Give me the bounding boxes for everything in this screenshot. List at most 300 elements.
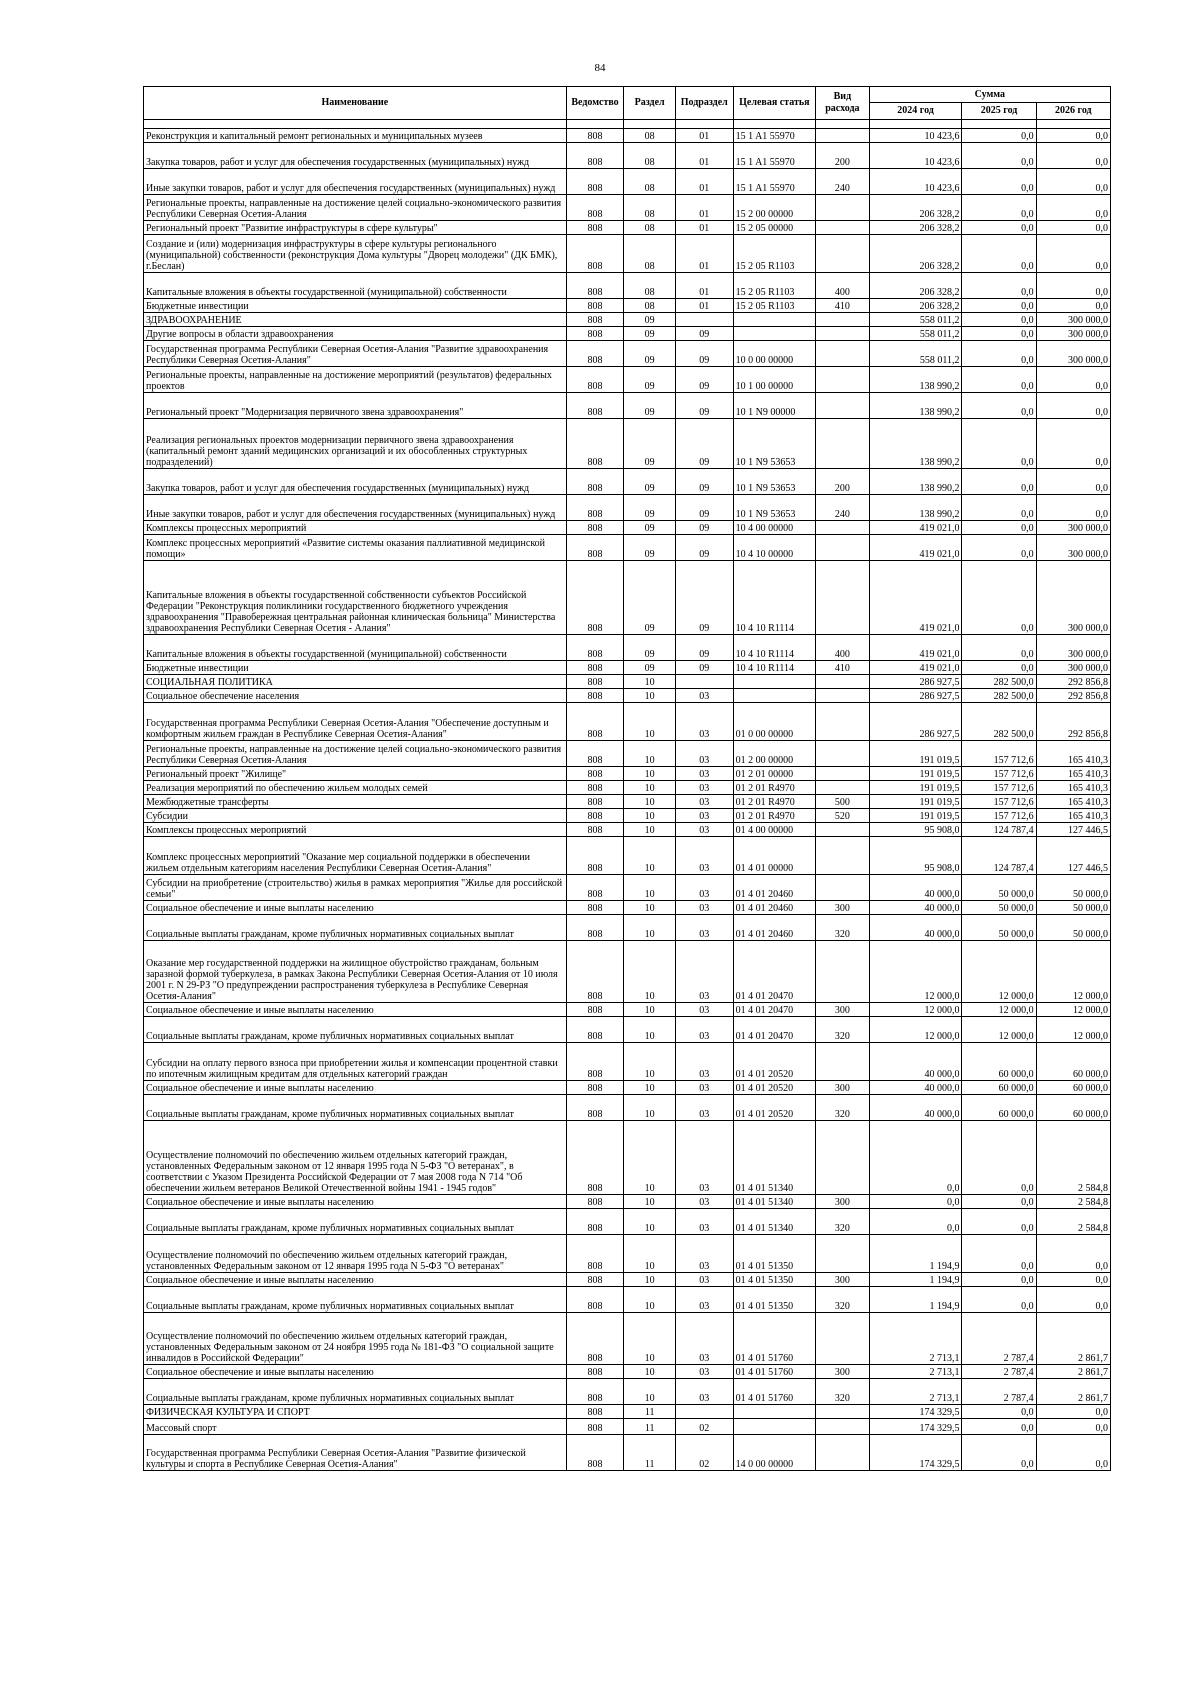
cell-expense-type: 320 xyxy=(816,1017,870,1043)
cell-sum-2025: 2 787,4 xyxy=(962,1379,1036,1405)
cell-section: 10 xyxy=(624,767,676,781)
cell-subsection: 03 xyxy=(675,1095,733,1121)
cell-sum-2024: 2 713,1 xyxy=(869,1365,962,1379)
cell-sum-2025: 0,0 xyxy=(962,1195,1036,1209)
cell-subsection: 02 xyxy=(675,1435,733,1471)
cell-target-article xyxy=(733,313,815,327)
cell-sum-2024: 419 021,0 xyxy=(869,561,962,635)
cell-sum-2025: 124 787,4 xyxy=(962,823,1036,837)
cell-sum-2026: 127 446,5 xyxy=(1036,837,1110,875)
cell-section: 08 xyxy=(624,221,676,235)
cell-sum-2026: 50 000,0 xyxy=(1036,875,1110,901)
cell-expense-type: 300 xyxy=(816,1195,870,1209)
cell-expense-type xyxy=(816,941,870,1003)
cell-expense-type: 320 xyxy=(816,915,870,941)
cell-target-article: 15 1 A1 55970 xyxy=(733,143,815,169)
table-row xyxy=(144,875,1111,901)
cell-expense-type xyxy=(816,1121,870,1195)
cell-sum-2026: 0,0 xyxy=(1036,235,1110,273)
table-row xyxy=(144,1419,1111,1435)
table-row xyxy=(144,837,1111,875)
cell-sum-2024: 12 000,0 xyxy=(869,1003,962,1017)
cell-target-article: 01 4 01 20460 xyxy=(733,875,815,901)
cell-sum-2025: 60 000,0 xyxy=(962,1043,1036,1081)
cell-section: 11 xyxy=(624,1405,676,1419)
cell-section: 09 xyxy=(624,419,676,469)
cell-section: 08 xyxy=(624,195,676,221)
cell-sum-2024: 40 000,0 xyxy=(869,901,962,915)
cell-section: 10 xyxy=(624,1313,676,1365)
cell-sum-2025: 157 712,6 xyxy=(962,741,1036,767)
cell-sum-2025: 0,0 xyxy=(962,129,1036,143)
cell-name: Реализация мероприятий по обеспечению жильем молодых семей xyxy=(144,781,567,795)
cell-sum-2026: 300 000,0 xyxy=(1036,341,1110,367)
cell-sum-2025: 0,0 xyxy=(962,469,1036,495)
cell-name: Социальное обеспечение и иные выплаты населению xyxy=(144,1081,567,1095)
cell-department: 808 xyxy=(566,941,624,1003)
cell-sum-2025: 282 500,0 xyxy=(962,675,1036,689)
cell-expense-type: 410 xyxy=(816,299,870,313)
cell-sum-2025: 2 787,4 xyxy=(962,1365,1036,1379)
cell-sum-2024: 10 423,6 xyxy=(869,143,962,169)
cell-name: Субсидии xyxy=(144,809,567,823)
cell-section: 09 xyxy=(624,561,676,635)
cell-sum-2026: 2 584,8 xyxy=(1036,1209,1110,1235)
cell-department: 808 xyxy=(566,1379,624,1405)
cell-expense-type: 320 xyxy=(816,1095,870,1121)
cell-section: 10 xyxy=(624,795,676,809)
cell-section: 08 xyxy=(624,299,676,313)
cell-subsection: 03 xyxy=(675,689,733,703)
cell-sum-2026: 0,0 xyxy=(1036,469,1110,495)
cell-sum-2025: 2 787,4 xyxy=(962,1313,1036,1365)
cell-section: 09 xyxy=(624,367,676,393)
cell-sum-2025: 12 000,0 xyxy=(962,941,1036,1003)
cell-name: Межбюджетные трансферты xyxy=(144,795,567,809)
cell-sum-2024: 286 927,5 xyxy=(869,689,962,703)
cell-section: 09 xyxy=(624,535,676,561)
cell-expense-type: 410 xyxy=(816,661,870,675)
cell-sum-2026: 165 410,3 xyxy=(1036,767,1110,781)
cell-name: Комплекс процессных мероприятий «Развитие системы оказания паллиативной медицинской помощи» xyxy=(144,535,567,561)
cell-section: 11 xyxy=(624,1435,676,1471)
cell-target-article: 01 4 01 00000 xyxy=(733,837,815,875)
cell-subsection: 09 xyxy=(675,661,733,675)
cell-sum-2024: 40 000,0 xyxy=(869,875,962,901)
cell-sum-2025: 0,0 xyxy=(962,169,1036,195)
cell-name: Социальное обеспечение и иные выплаты населению xyxy=(144,901,567,915)
cell-department: 808 xyxy=(566,169,624,195)
cell-target-article: 01 2 01 R4970 xyxy=(733,781,815,795)
table-row xyxy=(144,1435,1111,1471)
cell-sum-2024: 2 713,1 xyxy=(869,1313,962,1365)
cell-expense-type: 240 xyxy=(816,495,870,521)
cell-expense-type: 400 xyxy=(816,273,870,299)
cell-name: Региональные проекты, направленные на достижение целей социально-экономического развития Республики Северная Осетия-Алания xyxy=(144,195,567,221)
cell-expense-type: 300 xyxy=(816,1081,870,1095)
cell-department: 808 xyxy=(566,393,624,419)
table-row xyxy=(144,235,1111,273)
cell-sum-2026: 127 446,5 xyxy=(1036,823,1110,837)
cell-department: 808 xyxy=(566,837,624,875)
cell-target-article: 10 4 10 R1114 xyxy=(733,635,815,661)
cell-name: Капитальные вложения в объекты государственной (муниципальной) собственности xyxy=(144,273,567,299)
cell-subsection: 03 xyxy=(675,1313,733,1365)
cell-name: Социальное обеспечение населения xyxy=(144,689,567,703)
cell-department: 808 xyxy=(566,143,624,169)
cell-sum-2026: 2 861,7 xyxy=(1036,1313,1110,1365)
cell-name: Региональный проект "Жилище" xyxy=(144,767,567,781)
header-expense-type: Вид расхода xyxy=(816,87,870,120)
cell-expense-type: 300 xyxy=(816,1003,870,1017)
cell-name: СОЦИАЛЬНАЯ ПОЛИТИКА xyxy=(144,675,567,689)
cell-sum-2024: 40 000,0 xyxy=(869,1081,962,1095)
cell-sum-2026: 50 000,0 xyxy=(1036,901,1110,915)
cell-sum-2026: 165 410,3 xyxy=(1036,741,1110,767)
cell-sum-2026: 0,0 xyxy=(1036,495,1110,521)
cell-subsection: 03 xyxy=(675,875,733,901)
cell-name: Региональный проект "Развитие инфраструктуры в сфере культуры" xyxy=(144,221,567,235)
cell-department: 808 xyxy=(566,1081,624,1095)
cell-sum-2024: 40 000,0 xyxy=(869,1095,962,1121)
cell-sum-2024: 191 019,5 xyxy=(869,767,962,781)
cell-sum-2026: 12 000,0 xyxy=(1036,1003,1110,1017)
cell-expense-type: 300 xyxy=(816,1365,870,1379)
cell-sum-2024: 10 423,6 xyxy=(869,129,962,143)
cell-department: 808 xyxy=(566,1043,624,1081)
cell-expense-type xyxy=(816,1435,870,1471)
cell-target-article: 01 4 01 20520 xyxy=(733,1081,815,1095)
cell-sum-2026: 165 410,3 xyxy=(1036,795,1110,809)
cell-sum-2026: 0,0 xyxy=(1036,129,1110,143)
cell-name: Государственная программа Республики Северная Осетия-Алания "Развитие физической культуры и спорта в Республике Северная Осетия-Алания" xyxy=(144,1435,567,1471)
cell-department: 808 xyxy=(566,809,624,823)
cell-section: 08 xyxy=(624,143,676,169)
cell-subsection: 03 xyxy=(675,837,733,875)
cell-section: 08 xyxy=(624,235,676,273)
cell-section: 10 xyxy=(624,1235,676,1273)
cell-section: 10 xyxy=(624,809,676,823)
table-row xyxy=(144,941,1111,1003)
cell-sum-2026: 2 584,8 xyxy=(1036,1121,1110,1195)
cell-sum-2025: 0,0 xyxy=(962,419,1036,469)
table-row xyxy=(144,1121,1111,1195)
cell-expense-type: 200 xyxy=(816,143,870,169)
cell-section: 10 xyxy=(624,1121,676,1195)
cell-target-article xyxy=(733,327,815,341)
cell-subsection: 01 xyxy=(675,195,733,221)
cell-target-article: 15 2 05 R1103 xyxy=(733,235,815,273)
cell-sum-2024: 206 328,2 xyxy=(869,235,962,273)
cell-department: 808 xyxy=(566,1017,624,1043)
cell-sum-2024: 10 423,6 xyxy=(869,169,962,195)
cell-name: Социальное обеспечение и иные выплаты населению xyxy=(144,1195,567,1209)
table-row xyxy=(144,313,1111,327)
cell-department: 808 xyxy=(566,469,624,495)
table-row xyxy=(144,327,1111,341)
cell-sum-2026: 292 856,8 xyxy=(1036,703,1110,741)
page-number: 84 xyxy=(594,62,606,74)
cell-sum-2025: 0,0 xyxy=(962,1209,1036,1235)
table-row xyxy=(144,1003,1111,1017)
cell-subsection: 01 xyxy=(675,143,733,169)
cell-name: Социальное обеспечение и иные выплаты населению xyxy=(144,1365,567,1379)
cell-expense-type xyxy=(816,535,870,561)
cell-name: Субсидии на приобретение (строительство) жилья в рамках мероприятия "Жилье для российской семьи" xyxy=(144,875,567,901)
cell-target-article: 15 2 00 00000 xyxy=(733,195,815,221)
cell-subsection: 09 xyxy=(675,469,733,495)
cell-sum-2024: 12 000,0 xyxy=(869,941,962,1003)
cell-target-article: 01 4 01 51350 xyxy=(733,1273,815,1287)
cell-name: Региональные проекты, направленные на достижение мероприятий (результатов) федеральных проектов xyxy=(144,367,567,393)
cell-subsection: 03 xyxy=(675,767,733,781)
cell-expense-type xyxy=(816,195,870,221)
cell-section: 10 xyxy=(624,741,676,767)
cell-name: ЗДРАВООХРАНЕНИЕ xyxy=(144,313,567,327)
cell-sum-2025: 0,0 xyxy=(962,1121,1036,1195)
cell-section: 10 xyxy=(624,1043,676,1081)
header-year-2024: 2024 год xyxy=(869,103,962,120)
cell-expense-type xyxy=(816,767,870,781)
cell-sum-2024: 0,0 xyxy=(869,1195,962,1209)
cell-subsection: 03 xyxy=(675,1235,733,1273)
cell-sum-2025: 0,0 xyxy=(962,635,1036,661)
header-target-article: Целевая статья xyxy=(733,87,815,120)
cell-sum-2024: 40 000,0 xyxy=(869,1043,962,1081)
cell-expense-type xyxy=(816,367,870,393)
cell-expense-type xyxy=(816,1313,870,1365)
cell-sum-2024: 206 328,2 xyxy=(869,273,962,299)
table-row xyxy=(144,495,1111,521)
cell-target-article: 01 2 01 R4970 xyxy=(733,795,815,809)
cell-subsection: 03 xyxy=(675,1209,733,1235)
cell-target-article: 01 4 01 51760 xyxy=(733,1313,815,1365)
header-year-2025: 2025 год xyxy=(962,103,1036,120)
cell-department: 808 xyxy=(566,675,624,689)
cell-section: 09 xyxy=(624,495,676,521)
table-row xyxy=(144,809,1111,823)
cell-expense-type xyxy=(816,837,870,875)
cell-department: 808 xyxy=(566,901,624,915)
cell-subsection: 03 xyxy=(675,1003,733,1017)
table-row xyxy=(144,1235,1111,1273)
cell-subsection xyxy=(675,675,733,689)
cell-expense-type: 300 xyxy=(816,901,870,915)
cell-name: Реконструкция и капитальный ремонт региональных и муниципальных музеев xyxy=(144,129,567,143)
cell-target-article: 01 4 01 51350 xyxy=(733,1287,815,1313)
cell-department: 808 xyxy=(566,1405,624,1419)
cell-subsection: 09 xyxy=(675,495,733,521)
cell-subsection: 01 xyxy=(675,235,733,273)
cell-sum-2026: 300 000,0 xyxy=(1036,521,1110,535)
cell-sum-2024: 1 194,9 xyxy=(869,1273,962,1287)
cell-sum-2025: 0,0 xyxy=(962,299,1036,313)
cell-subsection: 09 xyxy=(675,327,733,341)
cell-name: Иные закупки товаров, работ и услуг для обеспечения государственных (муниципальных) нужд xyxy=(144,169,567,195)
cell-name: Капитальные вложения в объекты государственной собственности субъектов Российской Федерации "Реконструкция поликлиники государственного бюджетного учреждения здравоохранения "Правобережная центральная районная клиническая больница" Министерства здравоохранения Республики Северная Осетия - Алания" xyxy=(144,561,567,635)
cell-department: 808 xyxy=(566,299,624,313)
cell-section: 10 xyxy=(624,703,676,741)
table-body xyxy=(144,120,1111,1471)
cell-sum-2026: 50 000,0 xyxy=(1036,915,1110,941)
cell-name: Бюджетные инвестиции xyxy=(144,661,567,675)
cell-subsection: 03 xyxy=(675,1081,733,1095)
cell-subsection: 01 xyxy=(675,299,733,313)
cell-section: 09 xyxy=(624,635,676,661)
cell-department: 808 xyxy=(566,875,624,901)
cell-department: 808 xyxy=(566,703,624,741)
cell-expense-type xyxy=(816,393,870,419)
cell-sum-2026: 12 000,0 xyxy=(1036,1017,1110,1043)
cell-target-article: 10 1 00 00000 xyxy=(733,367,815,393)
cell-expense-type xyxy=(816,875,870,901)
cell-sum-2026: 60 000,0 xyxy=(1036,1095,1110,1121)
cell-department: 808 xyxy=(566,915,624,941)
cell-subsection: 03 xyxy=(675,901,733,915)
cell-target-article: 01 4 01 20460 xyxy=(733,901,815,915)
cell-subsection xyxy=(675,313,733,327)
cell-department: 808 xyxy=(566,823,624,837)
table-row xyxy=(144,299,1111,313)
cell-target-article xyxy=(733,689,815,703)
table-row xyxy=(144,1017,1111,1043)
table-row xyxy=(144,393,1111,419)
cell-target-article: 01 4 01 51340 xyxy=(733,1121,815,1195)
cell-expense-type xyxy=(816,741,870,767)
cell-sum-2024: 95 908,0 xyxy=(869,837,962,875)
cell-expense-type: 240 xyxy=(816,169,870,195)
cell-target-article: 01 4 01 20520 xyxy=(733,1095,815,1121)
cell-department: 808 xyxy=(566,1195,624,1209)
cell-target-article: 10 4 00 00000 xyxy=(733,521,815,535)
cell-subsection: 03 xyxy=(675,1195,733,1209)
table-row xyxy=(144,221,1111,235)
cell-section: 10 xyxy=(624,837,676,875)
cell-expense-type: 200 xyxy=(816,469,870,495)
cell-sum-2025: 157 712,6 xyxy=(962,809,1036,823)
cell-subsection: 01 xyxy=(675,169,733,195)
cell-name: ФИЗИЧЕСКАЯ КУЛЬТУРА И СПОРТ xyxy=(144,1405,567,1419)
table-row xyxy=(144,661,1111,675)
cell-target-article: 01 4 01 20520 xyxy=(733,1043,815,1081)
cell-department: 808 xyxy=(566,1287,624,1313)
cell-sum-2026: 0,0 xyxy=(1036,1235,1110,1273)
cell-sum-2025: 157 712,6 xyxy=(962,795,1036,809)
cell-department: 808 xyxy=(566,313,624,327)
cell-sum-2024: 40 000,0 xyxy=(869,915,962,941)
cell-sum-2024: 138 990,2 xyxy=(869,367,962,393)
table-row xyxy=(144,823,1111,837)
table-row xyxy=(144,795,1111,809)
cell-subsection: 01 xyxy=(675,273,733,299)
cell-sum-2024: 558 011,2 xyxy=(869,341,962,367)
cell-sum-2025: 0,0 xyxy=(962,521,1036,535)
cell-sum-2025: 50 000,0 xyxy=(962,875,1036,901)
table-row xyxy=(144,635,1111,661)
spacer-row xyxy=(144,120,1111,129)
table-row xyxy=(144,129,1111,143)
table-row xyxy=(144,675,1111,689)
cell-target-article: 01 2 01 00000 xyxy=(733,767,815,781)
cell-sum-2025: 0,0 xyxy=(962,221,1036,235)
cell-section: 09 xyxy=(624,341,676,367)
cell-department: 808 xyxy=(566,1209,624,1235)
table-row xyxy=(144,1273,1111,1287)
cell-expense-type: 320 xyxy=(816,1287,870,1313)
header-subsection: Подраздел xyxy=(675,87,733,120)
cell-subsection: 01 xyxy=(675,129,733,143)
table-row xyxy=(144,1379,1111,1405)
cell-sum-2025: 157 712,6 xyxy=(962,781,1036,795)
cell-section: 10 xyxy=(624,915,676,941)
cell-sum-2026: 0,0 xyxy=(1036,299,1110,313)
cell-target-article: 10 1 N9 00000 xyxy=(733,393,815,419)
cell-sum-2025: 0,0 xyxy=(962,1419,1036,1435)
cell-sum-2025: 157 712,6 xyxy=(962,767,1036,781)
cell-expense-type: 500 xyxy=(816,795,870,809)
cell-department: 808 xyxy=(566,661,624,675)
cell-sum-2026: 0,0 xyxy=(1036,419,1110,469)
cell-subsection: 03 xyxy=(675,795,733,809)
cell-department: 808 xyxy=(566,635,624,661)
cell-subsection: 09 xyxy=(675,341,733,367)
cell-name: Осуществление полномочий по обеспечению жильем отдельных категорий граждан, установленных Федеральным законом от 12 января 1995 года N 5-ФЗ "О ветеранах" xyxy=(144,1235,567,1273)
cell-name: Иные закупки товаров, работ и услуг для обеспечения государственных (муниципальных) нужд xyxy=(144,495,567,521)
cell-sum-2026: 300 000,0 xyxy=(1036,313,1110,327)
cell-expense-type xyxy=(816,129,870,143)
cell-sum-2026: 2 584,8 xyxy=(1036,1195,1110,1209)
cell-section: 10 xyxy=(624,1273,676,1287)
cell-sum-2026: 292 856,8 xyxy=(1036,689,1110,703)
cell-department: 808 xyxy=(566,1003,624,1017)
cell-name: Закупка товаров, работ и услуг для обеспечения государственных (муниципальных) нужд xyxy=(144,469,567,495)
cell-sum-2026: 0,0 xyxy=(1036,367,1110,393)
cell-sum-2024: 191 019,5 xyxy=(869,795,962,809)
cell-target-article: 15 1 A1 55970 xyxy=(733,129,815,143)
cell-subsection: 09 xyxy=(675,561,733,635)
cell-department: 808 xyxy=(566,195,624,221)
cell-sum-2025: 0,0 xyxy=(962,143,1036,169)
cell-sum-2025: 0,0 xyxy=(962,235,1036,273)
cell-sum-2024: 174 329,5 xyxy=(869,1405,962,1419)
cell-section: 09 xyxy=(624,521,676,535)
cell-sum-2026: 0,0 xyxy=(1036,1273,1110,1287)
cell-target-article: 10 1 N9 53653 xyxy=(733,469,815,495)
cell-department: 808 xyxy=(566,273,624,299)
cell-target-article: 01 2 00 00000 xyxy=(733,741,815,767)
cell-name: Бюджетные инвестиции xyxy=(144,299,567,313)
cell-sum-2025: 0,0 xyxy=(962,341,1036,367)
table-row xyxy=(144,741,1111,767)
cell-section: 10 xyxy=(624,941,676,1003)
cell-section: 10 xyxy=(624,875,676,901)
cell-department: 808 xyxy=(566,521,624,535)
cell-sum-2024: 1 194,9 xyxy=(869,1235,962,1273)
cell-department: 808 xyxy=(566,1095,624,1121)
cell-sum-2026: 300 000,0 xyxy=(1036,561,1110,635)
cell-subsection: 09 xyxy=(675,635,733,661)
cell-name: Закупка товаров, работ и услуг для обеспечения государственных (муниципальных) нужд xyxy=(144,143,567,169)
cell-department: 808 xyxy=(566,535,624,561)
table-row xyxy=(144,1287,1111,1313)
cell-sum-2026: 0,0 xyxy=(1036,1405,1110,1419)
table-row xyxy=(144,143,1111,169)
cell-sum-2025: 0,0 xyxy=(962,273,1036,299)
cell-sum-2025: 0,0 xyxy=(962,195,1036,221)
cell-sum-2025: 0,0 xyxy=(962,393,1036,419)
cell-section: 09 xyxy=(624,469,676,495)
cell-name: Социальные выплаты гражданам, кроме публичных нормативных социальных выплат xyxy=(144,1095,567,1121)
